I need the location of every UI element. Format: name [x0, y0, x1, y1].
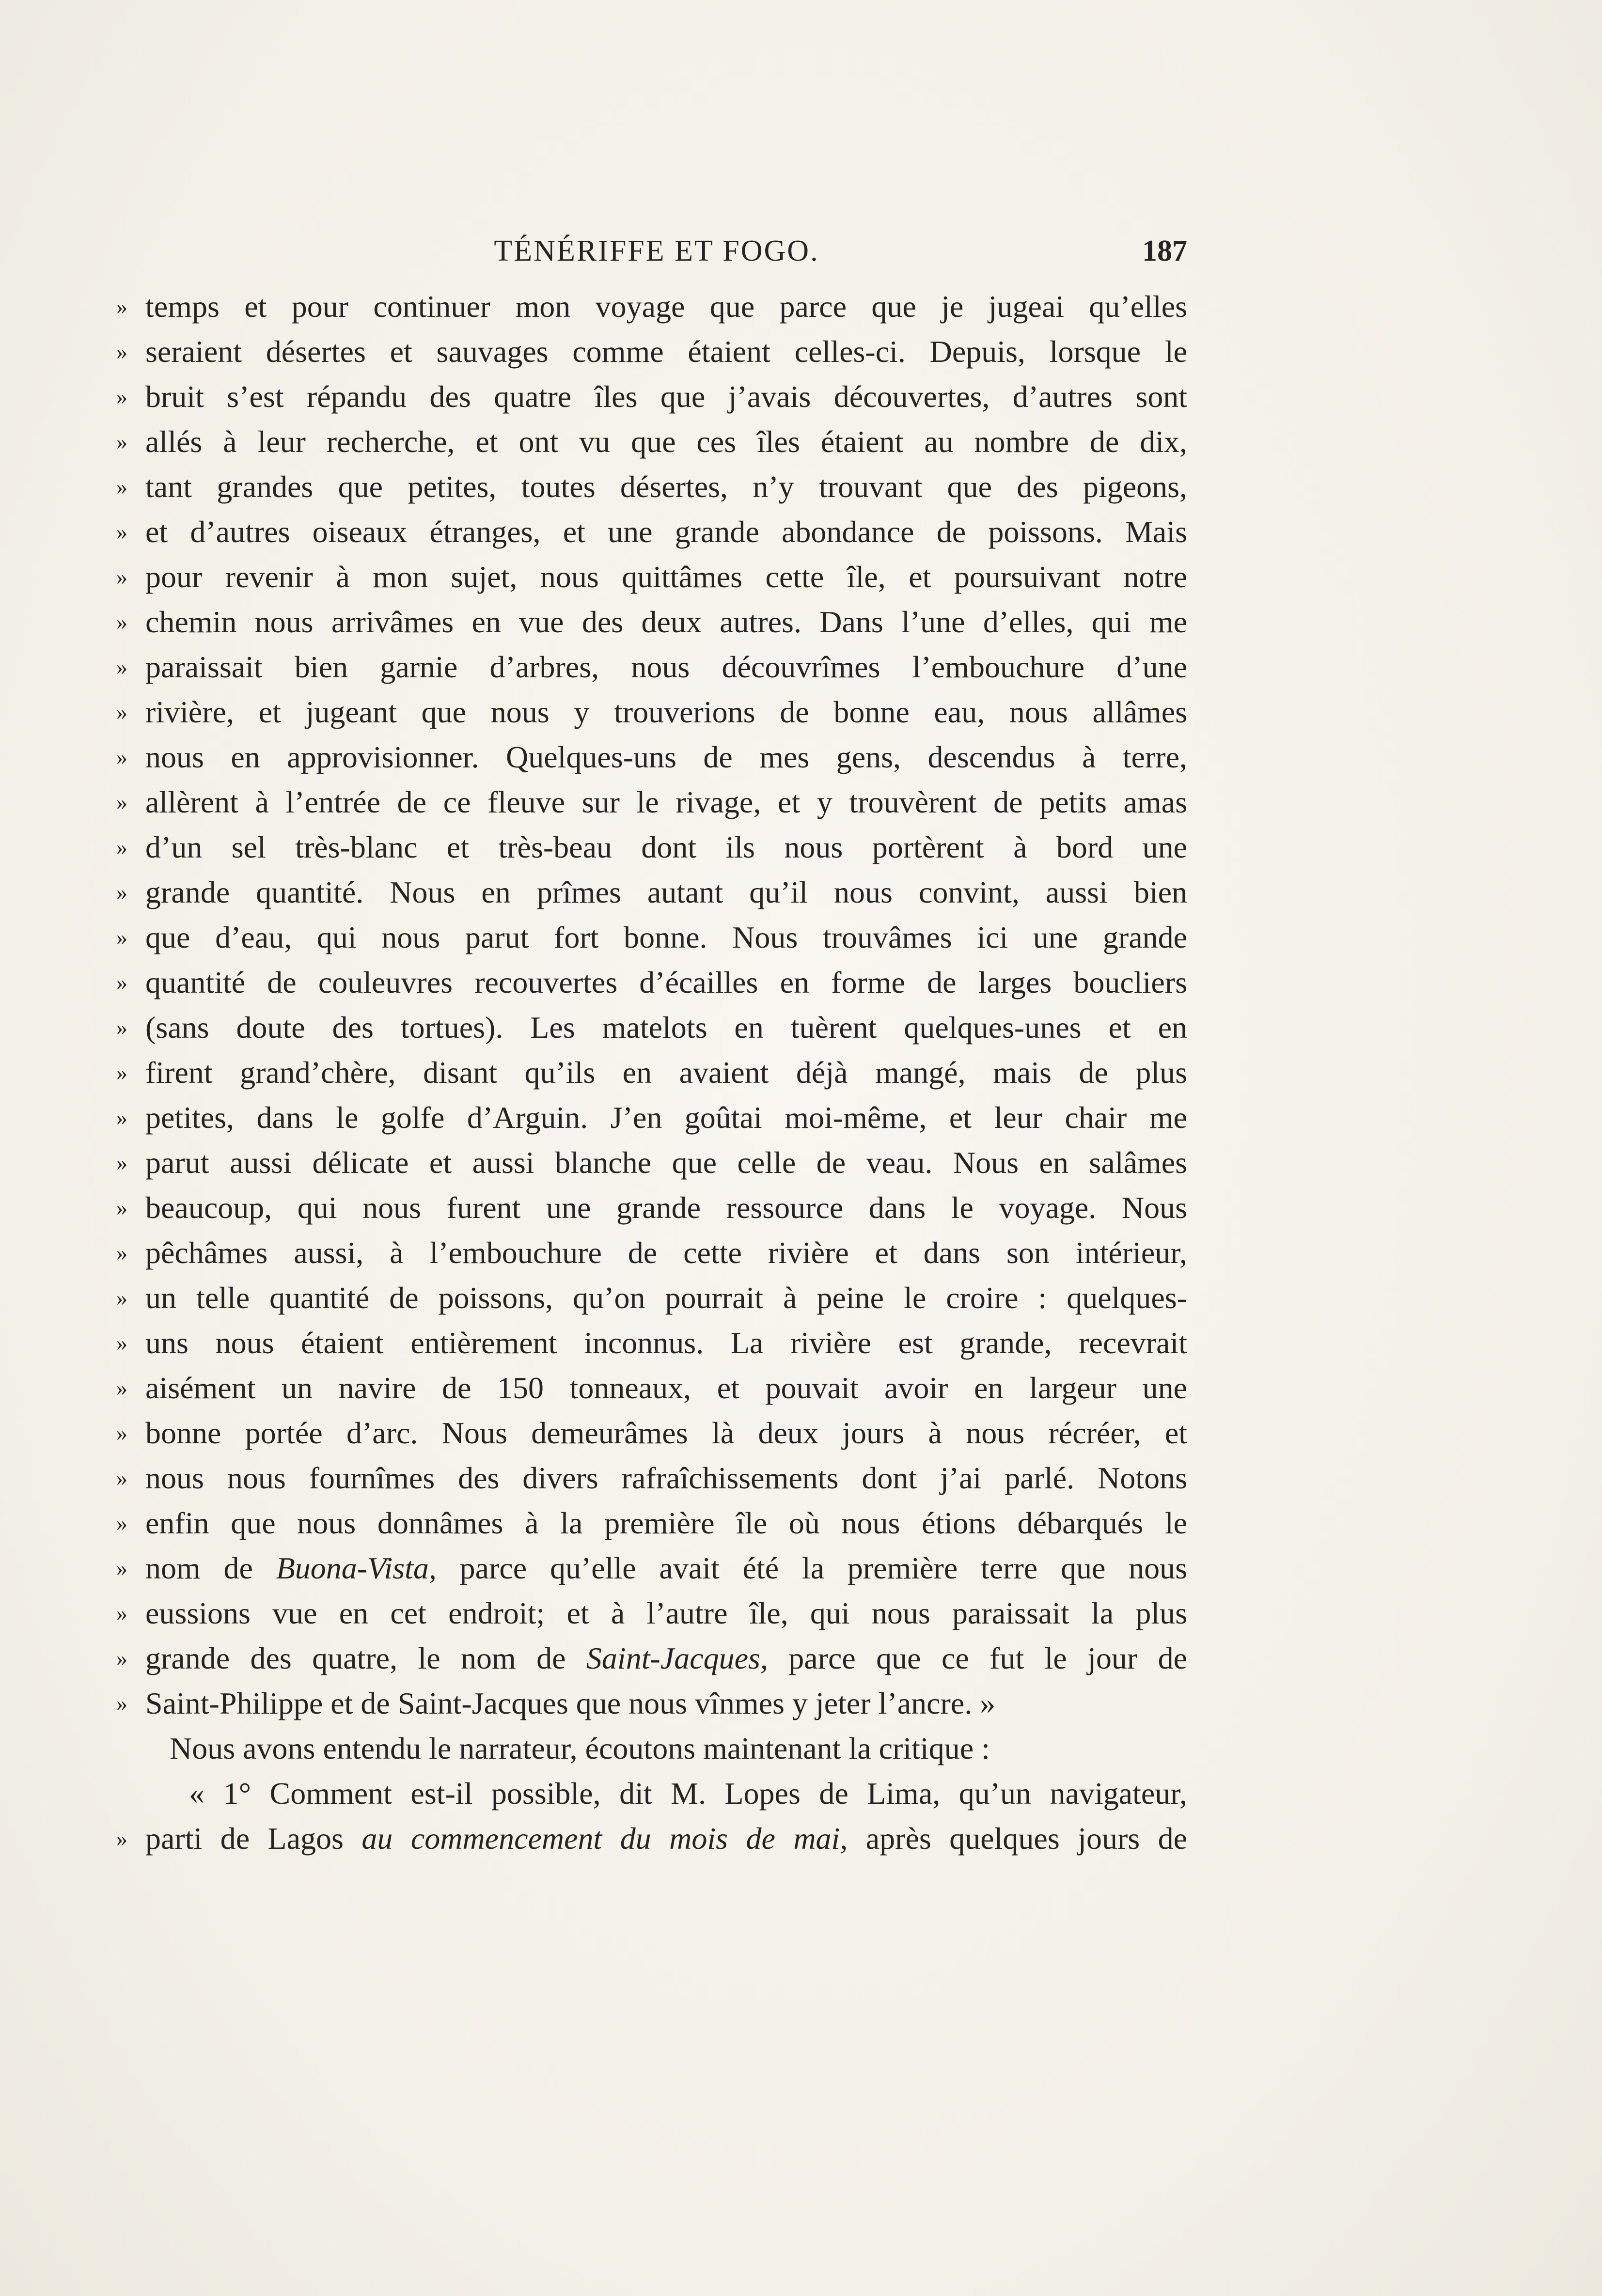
text-line: [116, 1500, 1187, 1546]
line-text: paraissait bien garnie d’arbres, nous découvrîmes l’embouchure d’une: [145, 650, 1187, 684]
line-text: allèrent à l’entrée de ce fleuve sur le rivage, et y trouvèrent de petits amas: [145, 785, 1187, 819]
line-text: grande quantité. Nous en prîmes autant qu’il nous convint, aussi bien: [145, 875, 1187, 909]
quote-mark: »: [116, 1285, 127, 1310]
line-text-part: grande des quatre, le nom de: [145, 1641, 586, 1675]
running-title: TÉNÉRIFFE ET FOGO.: [494, 234, 819, 267]
quote-mark: »: [116, 474, 127, 499]
line-text: nous en approvisionner. Quelques-uns de mes gens, descendus à terre,: [145, 740, 1187, 774]
text-line: [116, 644, 1187, 689]
line-text-part: parce qu’elle avait été la première terre que nous: [436, 1551, 1188, 1585]
quote-mark: »: [116, 1150, 127, 1175]
line-text: d’un sel très-blanc et très-beau dont ils nous portèrent à bord une: [145, 830, 1187, 864]
line-text-part: après quelques jours de: [848, 1821, 1188, 1856]
italic-text: Saint-Jacques,: [586, 1641, 768, 1675]
quote-mark: »: [116, 790, 127, 814]
quote-mark: »: [116, 1105, 127, 1130]
quote-mark: »: [116, 1060, 127, 1085]
line-text: bruit s’est répandu des quatre îles que j’avais découvertes, d’autres sont: [145, 379, 1187, 414]
text-line: [116, 1546, 1187, 1591]
text-line: [116, 825, 1187, 870]
quote-mark: »: [116, 429, 127, 454]
line-text: pour revenir à mon sujet, nous quittâmes cette île, et poursuivant notre: [145, 560, 1187, 594]
text-line: [116, 1050, 1187, 1095]
line-text: firent grand’chère, disant qu’ils en avaient déjà mangé, mais de plus: [145, 1055, 1187, 1090]
quote-mark: »: [116, 1015, 127, 1040]
text-line: [116, 1095, 1187, 1140]
text-line: [116, 960, 1187, 1005]
page-number: 187: [1142, 234, 1187, 267]
quote-mark: »: [116, 384, 127, 409]
line-text: tant grandes que petites, toutes désertes, n’y trouvant que des pigeons,: [145, 469, 1187, 504]
line-text: aisément un navire de 150 tonneaux, et pouvait avoir en largeur une: [145, 1371, 1187, 1405]
line-text: rivière, et jugeant que nous y trouverions de bonne eau, nous allâmes: [145, 695, 1187, 729]
quote-mark: »: [116, 339, 127, 364]
text-line: [116, 870, 1187, 915]
line-text: allés à leur recherche, et ont vu que ces îles étaient au nombre de dix,: [145, 424, 1187, 459]
quote-mark: »: [116, 1601, 127, 1625]
quote-mark: »: [116, 970, 127, 995]
line-text: Nous avons entendu le narrateur, écoutons maintenant la critique :: [170, 1731, 990, 1765]
text-line: [116, 1726, 1187, 1771]
quote-mark: »: [116, 1826, 127, 1851]
italic-text: Buona-Vista,: [276, 1551, 437, 1585]
line-text: temps et pour continuer mon voyage que parce que je jugeai qu’elles: [145, 289, 1187, 324]
quote-mark: »: [116, 1466, 127, 1490]
line-text: uns nous étaient entièrement inconnus. La rivière est grande, recevrait: [145, 1326, 1187, 1360]
quote-mark: »: [116, 745, 127, 769]
text-line: [116, 464, 1187, 509]
line-text: [145, 1816, 1187, 1861]
text-line: [116, 1591, 1187, 1636]
text-line: [116, 419, 1187, 464]
quote-mark: »: [116, 1691, 127, 1716]
text-line: [116, 329, 1187, 374]
text-line: [116, 554, 1187, 599]
text-line: [116, 915, 1187, 960]
line-text: un telle quantité de poissons, qu’on pourrait à peine le croire : quelques-: [145, 1281, 1187, 1315]
quote-mark: »: [116, 1421, 127, 1445]
text-line: [116, 1320, 1187, 1365]
line-text: (sans doute des tortues). Les matelots en tuèrent quelques-unes et en: [145, 1010, 1187, 1045]
line-text: petites, dans le golfe d’Arguin. J’en goûtai moi-même, et leur chair me: [145, 1100, 1187, 1135]
text-line: [116, 1771, 1187, 1816]
quote-mark: »: [116, 519, 127, 544]
quote-mark: »: [116, 835, 127, 859]
text-line: [116, 1140, 1187, 1185]
line-text: Saint-Philippe et de Saint-Jacques que nous vînmes y jeter l’ancre. »: [145, 1686, 996, 1720]
line-text: que d’eau, qui nous parut fort bonne. Nous trouvâmes ici une grande: [145, 920, 1187, 954]
quote-mark: »: [116, 294, 127, 319]
text-line: [116, 509, 1187, 554]
line-text-part: parti de Lagos: [145, 1821, 362, 1856]
text-line: [116, 1230, 1187, 1275]
line-text: nous nous fournîmes des divers rafraîchissements dont j’ai parlé. Notons: [145, 1461, 1187, 1495]
quote-mark: »: [116, 609, 127, 634]
line-text: chemin nous arrivâmes en vue des deux autres. Dans l’une d’elles, qui me: [145, 605, 1187, 639]
line-text: seraient désertes et sauvages comme étaient celles-ci. Depuis, lorsque le: [145, 334, 1187, 369]
line-text: enfin que nous donnâmes à la première île où nous étions débarqués le: [145, 1506, 1187, 1540]
text-line: [116, 780, 1187, 825]
text-line: [116, 734, 1187, 780]
line-text-part: nom de: [145, 1551, 276, 1585]
text-line: [116, 1636, 1187, 1681]
quote-mark: »: [116, 1375, 127, 1400]
line-text: pêchâmes aussi, à l’embouchure de cette rivière et dans son intérieur,: [145, 1235, 1187, 1270]
line-text: eussions vue en cet endroit; et à l’autre île, qui nous paraissait la plus: [145, 1596, 1187, 1630]
quote-mark: »: [116, 1646, 127, 1671]
text-line: [116, 284, 1187, 329]
text-line: [116, 1275, 1187, 1320]
quote-mark: »: [116, 700, 127, 724]
line-text: beaucoup, qui nous furent une grande ressource dans le voyage. Nous: [145, 1190, 1187, 1225]
text-line: [116, 1365, 1187, 1410]
text-line: [116, 689, 1187, 734]
line-text: « 1° Comment est-il possible, dit M. Lopes de Lima, qu’un navigateur,: [189, 1776, 1187, 1811]
quote-mark: »: [116, 925, 127, 950]
text-line: [116, 1455, 1187, 1500]
quote-mark: »: [116, 1330, 127, 1355]
quote-mark: »: [116, 1240, 127, 1265]
quote-mark: »: [116, 1511, 127, 1535]
line-text: bonne portée d’arc. Nous demeurâmes là deux jours à nous récréer, et: [145, 1416, 1187, 1450]
text-line: [116, 1005, 1187, 1050]
quote-mark: »: [116, 564, 127, 589]
line-text: [145, 1636, 1187, 1681]
quote-mark: »: [116, 1195, 127, 1220]
text-line: [116, 1816, 1187, 1861]
line-text: [145, 1546, 1187, 1591]
line-text: quantité de couleuvres recouvertes d’écailles en forme de larges boucliers: [145, 965, 1187, 1000]
text-line: [116, 1410, 1187, 1455]
italic-text: au commencement du mois de mai,: [361, 1821, 848, 1856]
body-text: [116, 284, 1187, 1861]
text-line: [116, 374, 1187, 419]
quote-mark: »: [116, 655, 127, 679]
quote-mark: »: [116, 880, 127, 905]
line-text: parut aussi délicate et aussi blanche que celle de veau. Nous en salâmes: [145, 1145, 1187, 1180]
text-line: [116, 599, 1187, 644]
text-line: [116, 1681, 1187, 1726]
line-text-part: parce que ce fut le jour de: [768, 1641, 1188, 1675]
line-text: et d’autres oiseaux étranges, et une grande abondance de poissons. Mais: [145, 515, 1187, 549]
quote-mark: »: [116, 1556, 127, 1580]
text-line: [116, 1185, 1187, 1230]
page-header: [126, 232, 1187, 270]
